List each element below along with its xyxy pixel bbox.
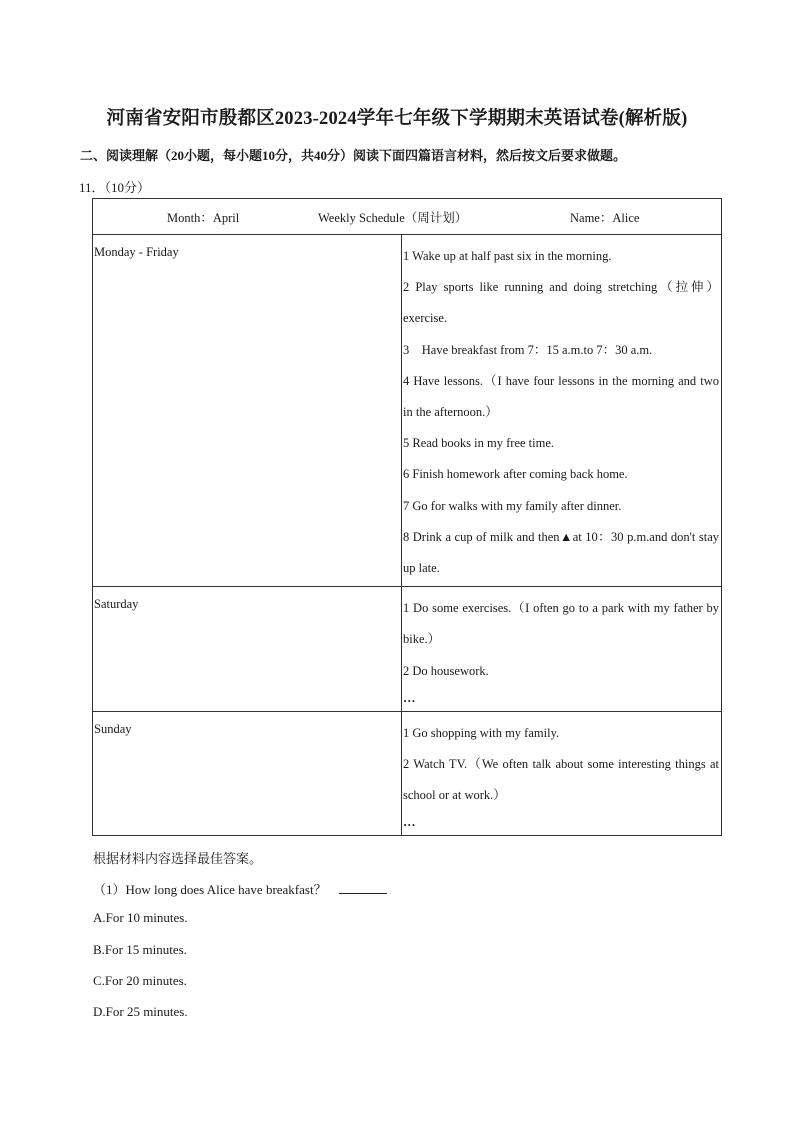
section-heading: 二、阅读理解（20小题，每小题10分，共40分）阅读下面四篇语言材料，然后按文后要求做题。: [80, 148, 627, 163]
schedule-header-row: [93, 199, 722, 235]
list-item: 2 Play sports like running and doing stretching（拉伸）exercise.: [403, 280, 719, 326]
list-item: 1 Go shopping with my family.: [403, 725, 560, 740]
list-item: 6 Finish homework after coming back home.: [403, 467, 628, 482]
answer-blank: [339, 882, 387, 894]
option-a: A.For 10 minutes.: [93, 910, 188, 925]
activities-cell: [402, 711, 722, 836]
question-stem-line: [93, 879, 387, 898]
list-item: 1 Do some exercises.（I often go to a park with my father by bike.）: [403, 601, 719, 647]
instruction-text: 根据材料内容选择最佳答案。: [93, 851, 263, 866]
document-title: 河南省安阳市殷都区2023-2024学年七年级下学期期末英语试卷(解析版): [106, 109, 688, 129]
table-row: [93, 587, 722, 712]
schedule-header-cell: [93, 199, 722, 235]
list-item: 4 Have lessons.（I have four lessons in the morning and two in the afternoon.）: [403, 373, 719, 420]
list-item: …: [403, 690, 417, 705]
table-row: [93, 711, 722, 836]
activities-cell: [402, 587, 722, 712]
option-c: C.For 20 minutes.: [93, 973, 187, 988]
header-month: Month：April: [167, 211, 240, 225]
list-item: 3 Have breakfast from 7：15 a.m.to 7：30 a.m.: [403, 342, 653, 357]
header-title: Weekly Schedule（周计划）: [318, 211, 468, 225]
question-stem: （1）How long does Alice have breakfast？: [93, 882, 327, 897]
list-item: 1 Wake up at half past six in the morning.: [403, 249, 612, 263]
list-item: 7 Go for walks with my family after dinner.: [403, 498, 622, 513]
list-item: …: [403, 815, 417, 830]
list-item: 8 Drink a cup of milk and then▲at 10：30 p.m.and don't stay up late.: [403, 529, 719, 576]
day-cell: Monday - Friday: [93, 235, 402, 587]
activities-cell: [402, 235, 722, 587]
question-number: 11．（10分）: [79, 180, 151, 195]
weekly-schedule-table: [92, 198, 722, 836]
day-cell: Sunday: [93, 711, 402, 836]
option-d: D.For 25 minutes.: [93, 1004, 188, 1019]
list-item: 2 Watch TV.（We often talk about some interesting things at school or at work.）: [403, 757, 719, 803]
list-item: 5 Read books in my free time.: [403, 436, 555, 451]
list-item: 2 Do housework.: [403, 663, 489, 678]
header-name: Name：Alice: [570, 211, 640, 225]
day-cell: Saturday: [93, 587, 402, 712]
option-b: B.For 15 minutes.: [93, 942, 187, 957]
table-row: [93, 235, 722, 587]
